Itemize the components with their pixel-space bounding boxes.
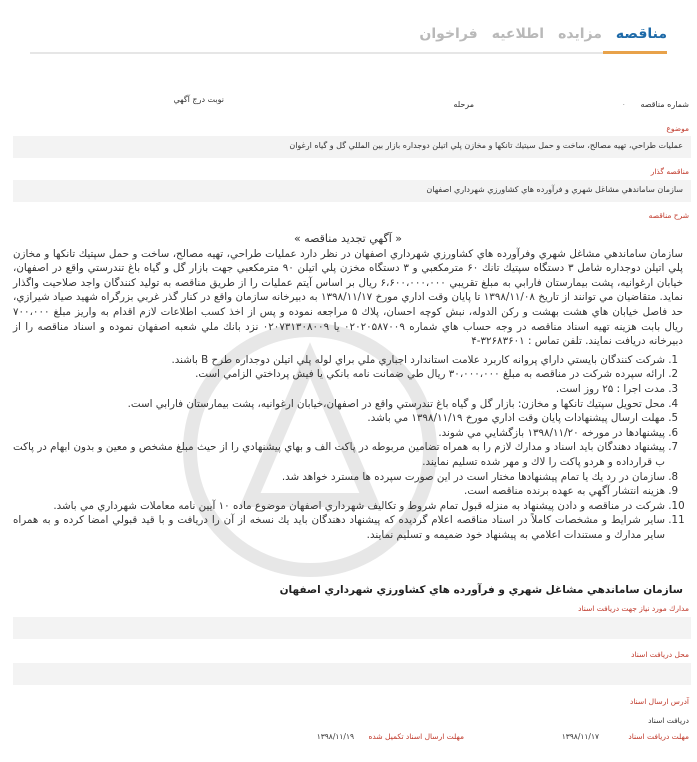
tenderer-value: سازمان ساماندهي مشاغل شهري و فرآورده هاي كشاورزي شهرداري اصفهان: [13, 180, 691, 202]
receive-deadline-label: مهلت دريافت اسناد: [628, 732, 689, 741]
stage-label: مرحله: [453, 100, 474, 109]
condition-item: 1. شركت كنندگان بايستي داراي پروانه كاربرد علامت استاندارد اجباري ملي براي لوله پلي اتيلن دوجداره طرح B باشند.: [13, 353, 665, 368]
tab-announcement[interactable]: اطلاعيه: [491, 26, 545, 42]
tab-auction[interactable]: مزايده: [558, 26, 602, 42]
tender-number-label: شماره مناقصه: [640, 100, 689, 109]
send-address-label: آدرس ارسال اسناد: [630, 697, 689, 706]
documents-needed-label: مدارك مورد نياز جهت دريافت اسناد: [578, 604, 689, 613]
tab-tender[interactable]: مناقصه: [615, 26, 667, 42]
description-label: شرح مناقصه: [648, 211, 689, 220]
meta-row: [9, 92, 689, 118]
documents-needed-box: [13, 617, 691, 639]
category-tabs: [419, 26, 667, 42]
description-heading: « آگهي تجديد مناقصه »: [293, 232, 402, 245]
submit-deadline-label: مهلت ارسال اسناد تكميل شده: [368, 732, 464, 741]
description-body: [13, 232, 683, 542]
subject-value: عمليات طراحي، تهيه مصالح، ساخت و حمل سيتيك تانكها و مخازن پلي اتيلن دوجداره بازار بين المللي گل و گياه ارغوان: [13, 136, 691, 158]
conditions-list: [13, 353, 683, 543]
condition-item: 10. شركت در مناقصه و دادن پيشنهاد به منزله قبول تمام شروط و تكاليف شهرداري اصفهان موضوع ماده ۱۰ آيين نامه معاملات شهرداري مي باشد.: [13, 499, 665, 514]
condition-item: 8. سازمان در رد يك يا تمام پيشنهادها مختار است در اين صورت سپرده ها مسترد خواهد شد.: [13, 470, 665, 485]
condition-item: 6. پيشنهادها در مورخه ۱۳۹۸/۱۱/۲۰ بازگشايي مي شوند.: [13, 426, 665, 441]
condition-item: 4. محل تحويل سپتيك تانكها و مخازن: بازار گل و گياه باغ تندرستي واقع در اصفهان،خيابان ارغوانيه، پشت بيمارستان فارابي است.: [13, 397, 665, 412]
receive-docs-label: دريافت اسناد: [648, 716, 689, 725]
description-intro: سازمان ساماندهي مشاغل شهري وفرآورده هاي كشاورزي شهرداري اصفهان در نظر دارد عمليات طراحي، تهيه مصالح، ساخت و حمل سپتيك تانكها و مخازن پلي اتيلن دوجداره شامل ۳ دستگاه سپتيك تانك ۶۰ مترمكعبي و ۳ دستگاه مخزن پلي اتيلن ۹۰ مترمكعبي جهت بازار گل و گياه باغ تندرستي واقع در اصفهان، خيابان ارغوانيه، پشت بيمارستان فارابي به مبلغ تقريبي ۶،۶۰۰،۰۰۰،۰۰۰ ريال بر اساس آيتم عمليات را از طريق مناقصه به توليد كنندگان واجد صلاحيت واگذار نمايد. متقاضيان مي توانند از تاريخ ۱۳۹۸/۱۱/۰۸ تا پايان وقت اداري مورخ ۱۳۹۸/۱۱/۱۷ به دبيرخانه سازمان واقع در كنار گذر غربي بزرگراه شهيد صياد شيرازي، حد فاصل خيابان هاي هشت بهشت و ركن الدوله، نبش كوچه احسان، پلاك ۵ مراجعه نموده و پس از اخذ كسب اطلاعات لازم اقدام به واريز مبلغ ۷۰۰،۰۰۰ ريال بابت هزينه تهيه اسناد مناقصه در وجه حساب هاي شماره ۰۲۰۲۰۵۸۷۰۰۹ يا ۰۲۰۷۳۱۳۰۸۰۰۹ نزد بانك ملي شعبه اصفهان نموده و اسناد مناقصه را از دبيرخانه دريافت نمايند. تلفن تماس : ۳۲۶۸۳۶۰۱-۴: [13, 247, 684, 348]
tender-number-separator: .: [622, 98, 625, 107]
condition-item: 5. مهلت ارسال پيشنهادات پايان وقت اداري مورخ ۱۳۹۸/۱۱/۱۹ مي باشد.: [13, 411, 665, 426]
tenderer-label: مناقصه گذار: [650, 167, 689, 176]
receive-deadline-value: ۱۳۹۸/۱۱/۱۷: [561, 732, 599, 741]
tab-call[interactable]: فراخوان: [419, 26, 478, 42]
condition-item: 11. ساير شرايط و مشخصات كاملاً در اسناد مناقصه اعلام گرديده كه پيشنهاد دهندگان بايد يك نسخه از آن را دريافت و با قيد قبولي امضا كرده و به همراه ساير مدارك و مستندات اعلامي به پيشنهاد خود ضميمه و تسليم نمايند.: [13, 513, 665, 542]
condition-item: 7. پيشنهاد دهندگان بايد اسناد و مدارك لازم را به همراه تضامين مربوطه در پاكت الف و بهاي پيشنهادي را از حيث مبلغ مشخص و معين و بدون ابهام در پاكت ب قرارداده و هردو پاكت را لاك و مهر شده تسليم نمايند.: [13, 440, 665, 469]
receive-place-label: محل دريافت اسناد: [631, 650, 689, 659]
receive-place-box: [13, 663, 691, 685]
submit-deadline-value: ۱۳۹۸/۱۱/۱۹: [316, 732, 354, 741]
condition-item: 2. ارائه سپرده شركت در مناقصه به مبلغ ۳۰،۰۰۰،۰۰۰ ريال طي ضمانت نامه بانكي يا فيش پرداختي الزامي است.: [13, 367, 665, 382]
organization-footer: سازمان ساماندهي مشاغل شهري و فرآورده هاي كشاورزي شهرداري اصفهان: [279, 584, 683, 596]
condition-item: 3. مدت اجرا : ۲۵ روز است.: [13, 382, 665, 397]
active-tab-indicator: [603, 51, 667, 54]
ad-turn-label: نوبت درج آگهي: [173, 95, 224, 104]
condition-item: 9. هزينه انتشار آگهي به عهده برنده مناقصه است.: [13, 484, 665, 499]
tabs-divider: [30, 52, 667, 54]
subject-label: موضوع: [666, 124, 689, 133]
